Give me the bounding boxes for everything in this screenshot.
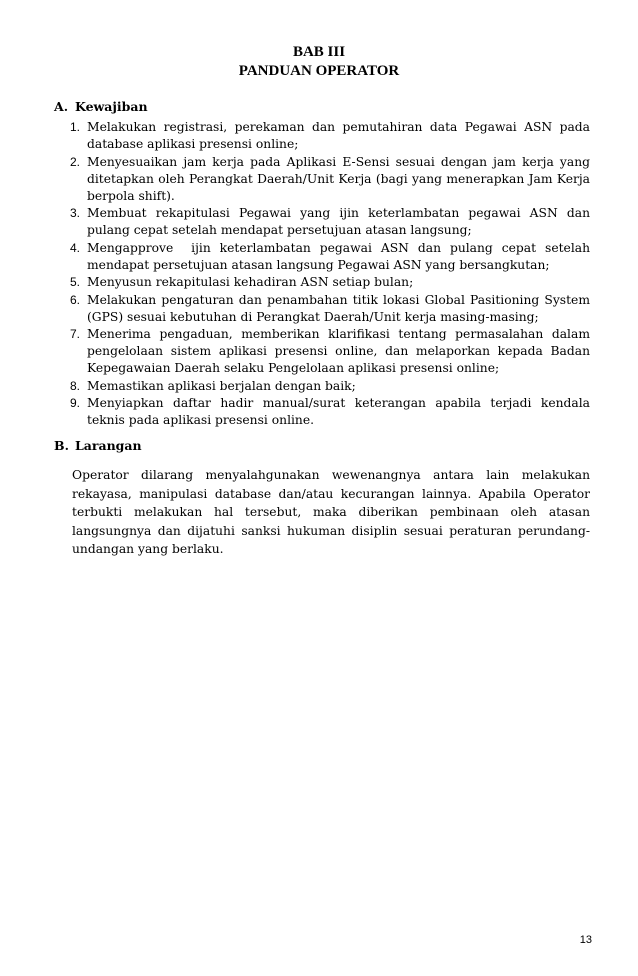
section-b-letter: B. (54, 438, 69, 453)
list-item (70, 395, 590, 429)
list-item-number: 5. (70, 275, 81, 289)
list-item-text: Melakukan pengaturan dan penambahan titik lokasi Global Pasitioning System (GPS) sesuai kebutuhan di Perangkat Daerah/Unit kerja masing-masing; (87, 292, 590, 324)
section-a-letter: A. (54, 99, 69, 114)
list-item (70, 378, 590, 395)
page-number: 13 (579, 934, 592, 946)
list-item-text: Mengapprove ijin keterlambatan pegawai ASN dan pulang cepat setelah mendapat persetujuan atasan langsung Pegawai ASN yang bersangkutan; (87, 240, 594, 272)
list-item-number: 4. (70, 240, 81, 255)
list-item (70, 274, 590, 291)
list-item (70, 205, 590, 239)
list-item-text: Memastikan aplikasi berjalan dengan baik; (87, 378, 356, 393)
list-item-text: Melakukan registrasi, perekaman dan pemutahiran data Pegawai ASN pada database aplikasi presensi online; (87, 120, 590, 151)
chapter-title: PANDUAN OPERATOR (238, 63, 400, 79)
list-item-text: Menyiapkan daftar hadir manual/surat keterangan apabila terjadi kendala teknis pada aplikasi presensi online. (87, 396, 590, 427)
list-item-number: 3. (70, 206, 81, 220)
list-item (70, 292, 590, 326)
list-item-number: 6. (70, 292, 81, 307)
list-item-number: 1. (70, 120, 81, 134)
list-item (70, 240, 594, 274)
list-item (70, 326, 590, 377)
section-a-heading (54, 99, 148, 114)
section-a-title: Kewajiban (75, 99, 148, 114)
list-item-text: Membuat rekapitulasi Pegawai yang ijin keterlambatan pegawai ASN dan pulang cepat setelah mendapat persetujuan atasan langsung; (87, 206, 590, 237)
list-item-text: Menerima pengaduan, memberikan klarifikasi tentang permasalahan dalam pengelolaan sistem aplikasi presensi online, dan melaporkan kepada Badan Kepegawaian Daerah selaku Pengelolaan aplikasi presensi online; (87, 327, 590, 375)
chapter-number: BAB III (292, 44, 346, 60)
prohibition-paragraph: Operator dilarang menyalahgunakan wewenangnya antara lain melakukan rekayasa, manipulasi database dan/atau kecurangan lainnya. Apabila Operator terbukti melakukan hal tersebut, maka diberikan pembinaan oleh atasan langsungnya dan dijatuhi sanksi hukuman disiplin sesuai peraturan perundang-undangan yang berlaku. (72, 468, 590, 557)
list-item-number: 2. (70, 154, 81, 169)
section-b-heading (54, 438, 142, 453)
list-item (70, 154, 590, 205)
list-item-text: Menyesuaikan jam kerja pada Aplikasi E-Sensi sesuai dengan jam kerja yang ditetapkan oleh Perangkat Daerah/Unit Kerja (bagi yang menerapkan Jam Kerja berpola shift). (87, 154, 590, 203)
obligations-list (70, 119, 594, 430)
section-b-title: Larangan (75, 438, 142, 453)
list-item (70, 119, 590, 153)
list-item-number: 8. (70, 378, 81, 393)
list-item-text: Menyusun rekapitulasi kehadiran ASN setiap bulan; (87, 275, 414, 289)
list-item-number: 9. (70, 396, 81, 410)
list-item-number: 7. (70, 327, 81, 341)
